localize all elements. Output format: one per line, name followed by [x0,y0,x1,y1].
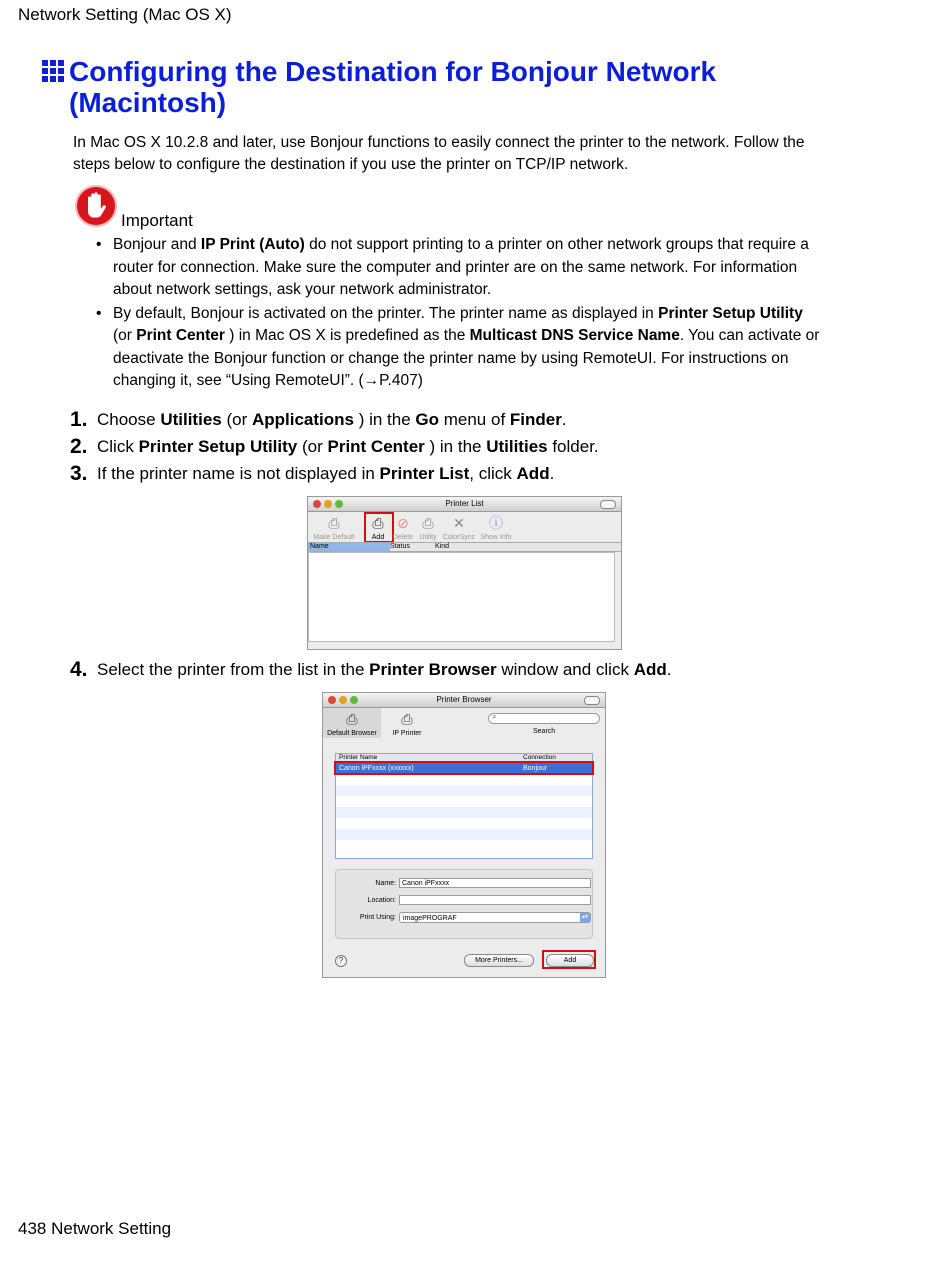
step-item: 3. If the printer name is not displayed in Printer List, click Add. [70,462,555,485]
page-footer: 438 Network Setting [18,1219,172,1238]
steps-list-b [70,656,870,683]
help-button[interactable]: ? [335,955,347,967]
important-bullets [96,234,826,394]
important-label: Important [121,211,193,230]
highlight-box [334,761,594,775]
colorsync-icon: ✕ [453,515,465,531]
location-field[interactable] [399,895,591,905]
printer-icon: ⎙ [328,515,340,531]
step-item: 4. Select the printer from the list in the Printer Browser window and click Add. [70,658,672,681]
zoom-icon[interactable] [350,696,358,704]
column-header-printer-name[interactable]: Printer Name [339,754,378,761]
window-title: Printer List [445,499,484,508]
toolbar-toggle-icon[interactable] [584,696,600,705]
column-header-connection[interactable]: Connection [523,754,556,761]
zoom-icon[interactable] [335,500,343,508]
globe-printer-icon: ⎙ [401,711,413,727]
toolbar-toggle-icon[interactable] [600,500,616,509]
search-icon: ⌕ [492,712,497,721]
window-title: Printer Browser [436,695,492,704]
utility-icon: ⎙ [422,515,434,531]
print-using-label: Print Using: [359,914,396,921]
printer-list-window [307,496,622,650]
highlight-box [364,512,394,543]
printer-browser-window [322,692,606,978]
name-field[interactable]: Canon iPFxxxx [399,878,591,888]
highlight-box [542,950,596,969]
info-icon: ⓘ [489,515,503,531]
printer-browser-titlebar [323,693,605,708]
printer-info-panel [335,869,593,939]
ip-printer-tab[interactable]: ⎙ IP Printer [392,711,422,737]
print-using-select[interactable]: imagePROGRAF ▴▾ [399,912,591,923]
default-browser-tab[interactable]: ⎙ Default Browser [323,708,381,738]
close-icon[interactable] [313,500,321,508]
delete-icon: ⊘ [397,515,409,531]
chevron-updown-icon: ▴▾ [581,914,589,920]
list-header [308,542,621,552]
close-icon[interactable] [328,696,336,704]
section-grid-icon [42,60,64,82]
column-header-status[interactable]: Status [390,543,410,550]
column-header-kind[interactable]: Kind [435,543,450,550]
add-button[interactable]: ⎙ Add [364,514,392,541]
minimize-icon[interactable] [339,696,347,704]
page-header: Network Setting (Mac OS X) [18,5,232,24]
intro-paragraph: In Mac OS X 10.2.8 and later, use Bonjour functions to easily connect the printer to the network. Follow the steps below to configure the destination if you use the printer on TCP/IP network. [73,134,805,173]
important-hand-icon [77,187,115,225]
step-item: 1. Choose Utilities (or Applications ) in the Go menu of Finder. [70,408,567,431]
printer-name-cell: Canon iPFxxxx (xxxxxx) [339,765,414,772]
printer-list-area[interactable] [308,552,615,642]
search-label: Search [533,728,556,735]
location-label: Location: [367,897,396,904]
page-title: Configuring the Destination for Bonjour Network (Macintosh) [69,56,717,118]
bullet-item: • By default, Bonjour is activated on the printer. The printer name as displayed in Printer Setup Utility (or Print Center ) in Mac OS X is predefined as the Multicast DNS Service Name. You can activate or deactivate the Bonjour function or change the printer name by using RemoteUI. For instructions on changing it, see “Using RemoteUI”. (→P.407) [96,303,826,393]
printer-add-icon: ⎙ [372,515,384,531]
add-button[interactable]: Add [546,954,594,967]
make-default-button[interactable]: ⎙ Make Default [313,515,355,541]
step-item: 2. Click Printer Setup Utility (or Print Center ) in the Utilities folder. [70,435,599,458]
bullet-item: • Bonjour and IP Print (Auto) do not support printing to a printer on other network groups that require a router for connection. Make sure the computer and printer are on the same network. For information about network settings, ask your network administrator. [96,234,826,302]
more-printers-button[interactable]: More Printers... [464,954,534,967]
connection-cell: Bonjour [523,765,548,772]
minimize-icon[interactable] [324,500,332,508]
search-input[interactable] [488,713,600,724]
name-label: Name: [375,880,396,887]
printer-list-titlebar [308,497,621,512]
steps-list-a [70,406,870,487]
printer-icon: ⎙ [346,711,358,727]
delete-button[interactable]: ⊘ Delete [392,515,414,541]
utility-button[interactable]: ⎙ Utility [419,515,437,541]
column-header-name[interactable]: Name [308,543,390,551]
colorsync-button[interactable]: ✕ ColorSync [442,515,476,541]
show-info-button[interactable]: ⓘ Show Info [480,515,512,541]
